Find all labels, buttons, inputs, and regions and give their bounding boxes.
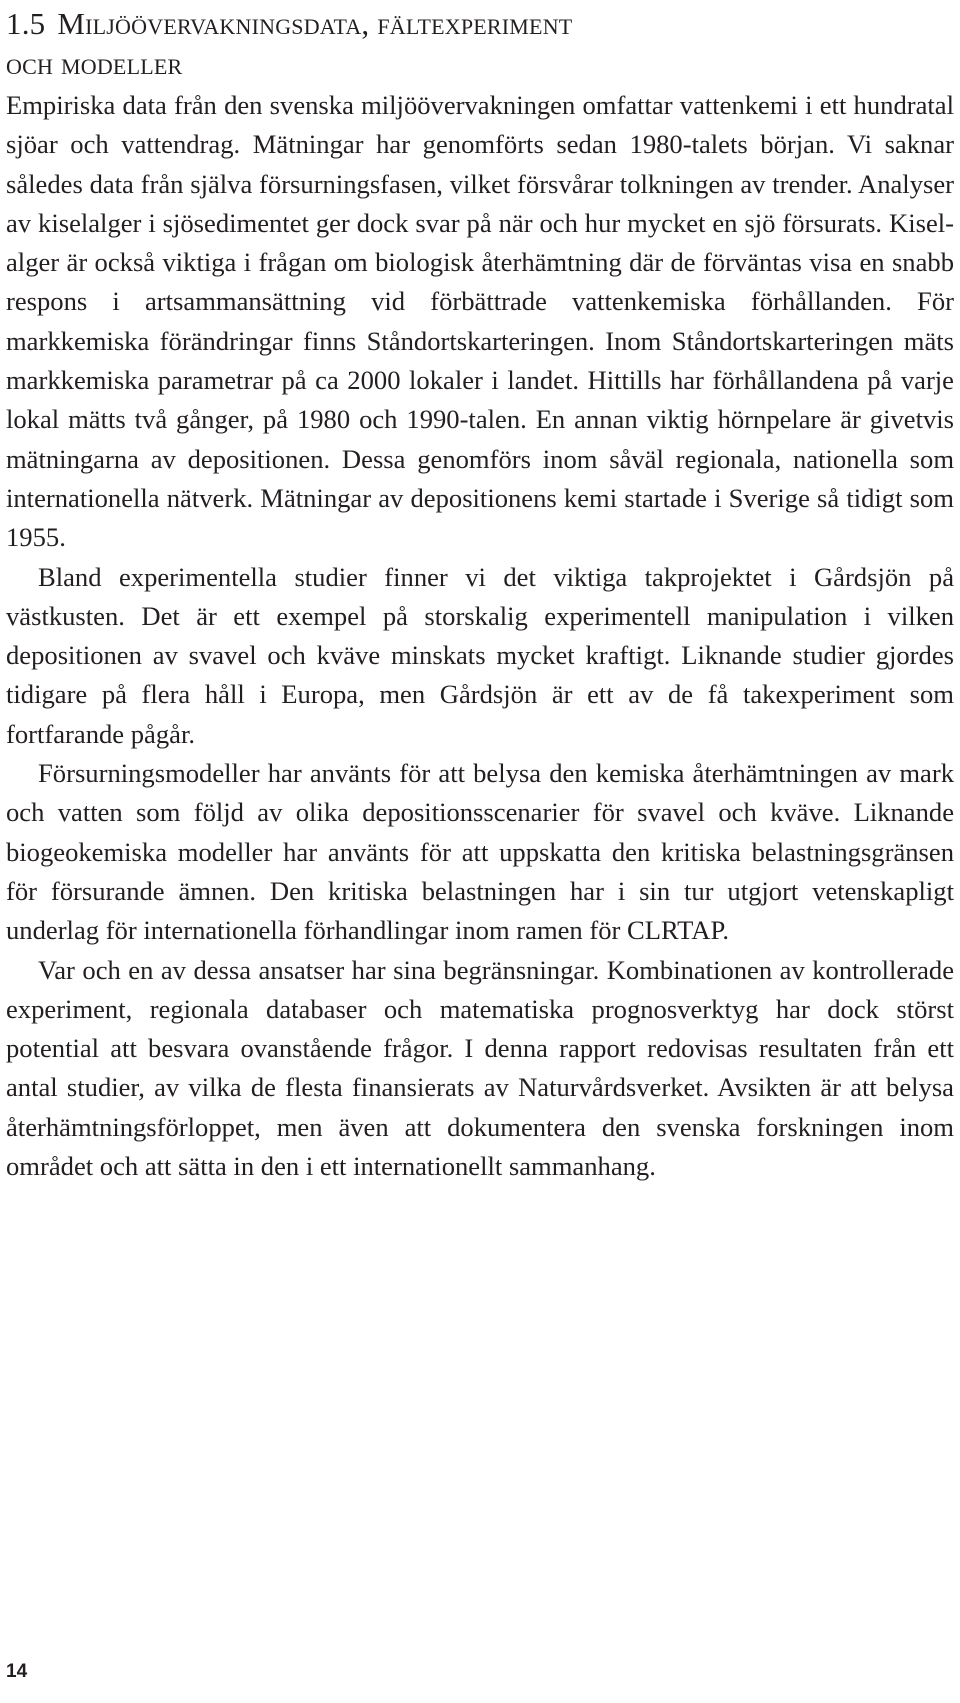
section-title-line-2: och modeller — [6, 46, 183, 81]
document-page — [6, 0, 954, 1186]
paragraph-models: Försurningsmodeller har använts för att belysa den kemiska återhämtningen av mark och vatten som följd av olika depositionsscenarier för svavel och kväve. Liknande biogeokemiska modeller har använts för att uppskatta den kritiska belastningsgränsen för försurande ämnen. Den kritiska belastningen har i sin tur utgjort vetenskapligt underlag för internationella förhandlingar inom ramen för CLRTAP. — [6, 758, 954, 946]
section-title-line-1: Miljöövervakningsdata, fältexperiment — [57, 6, 573, 41]
section-heading — [6, 0, 954, 84]
paragraph-field-experiments: Bland experimentella studier finner vi det viktiga takprojektet i Gårdsjön på västkusten. Det är ett exempel på storskalig experimentell manipulation i vilken depositionen av svavel och kväve minskats mycket kraftigt. Liknande studier gjordes tidigare på flera håll i Europa, men Gårdsjön är ett av de få takexperiment som fortfarande pågår. — [6, 561, 954, 749]
page-number: 14 — [6, 1661, 28, 1682]
paragraph-combination: Var och en av dessa ansatser har sina begränsningar. Kombinationen av kontrollerade experiment, regionala databaser och matematiska prognosverktyg har dock störst potential att besvara ovanstående frågor. I denna rapport redovisas resultaten från ett antal studier, av vilka de flesta finansierats av Naturvårdsverket. Avsikten är att belysa återhämtningsförloppet, men även att dokumentera den svenska forskningen inom området och att sätta in den i ett internationellt sammanhang. — [6, 954, 954, 1182]
paragraph-monitoring-data: Empiriska data från den svenska miljöövervakningen omfattar vattenkemi i ett hundratal sjöar och vattendrag. Mätningar har genomförts sedan 1980-talets början. Vi saknar således data från själva försurningsfasen, vilket försvårar tolkningen av trender. Analyser av kiselalger i sjösedimentet ger dock svar på när och hur mycket en sjö försurats. Kiselalger är också viktiga i frågan om biologisk återhämtning där de förväntas visa en snabb respons i artsammansättning vid förbättrade vattenkemiska förhållanden. För markkemiska förändringar finns Ståndortskarteringen. Inom Ståndortskarteringen mäts markkemiska parametrar på ca 2000 lokaler i landet. Hittills har förhållandena på varje lokal mätts två gånger, på 1980 och 1990-talen. En annan viktig hörnpelare är givetvis mätningarna av depositionen. Dessa genomförs inom såväl regionala, nationella som internationella nätverk. Mätningar av depositionens kemi startade i Sverige så tidigt som 1955. — [6, 90, 954, 553]
section-number: 1.5 — [6, 6, 46, 41]
